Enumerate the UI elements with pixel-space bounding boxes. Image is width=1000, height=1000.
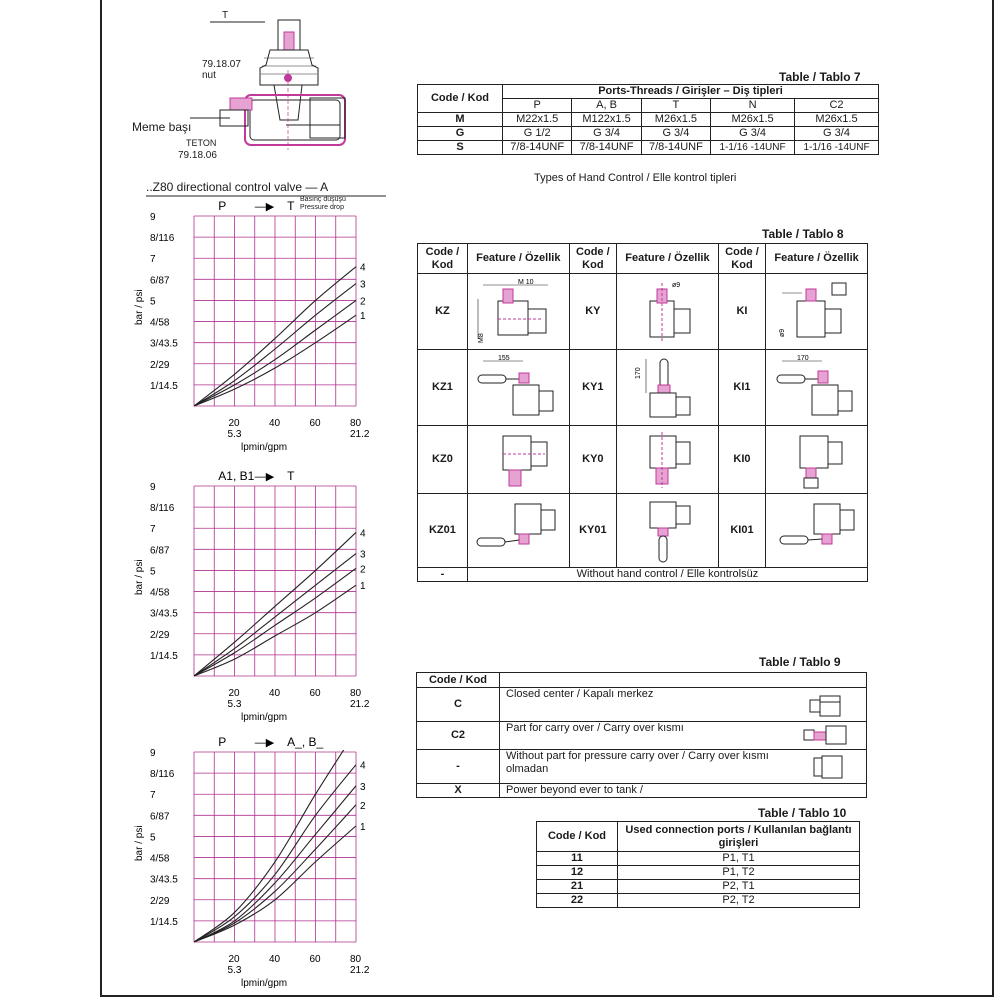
port-ab: A, B	[572, 99, 641, 113]
dim-d9: ø9	[672, 281, 681, 289]
y-tick-label: 1/14.5	[150, 916, 178, 928]
table9-head-code: Code / Kod	[417, 673, 500, 688]
without-hand-control: Without hand control / Elle kontrolsüz	[467, 568, 867, 582]
chart-title-to: T	[287, 199, 295, 213]
table-row	[418, 350, 868, 426]
port-code: 21	[537, 880, 618, 894]
table7	[417, 84, 879, 155]
chart-title-arrow: —▶	[254, 737, 275, 749]
option-code: X	[417, 784, 500, 798]
pressure-drop-en: Pressure drop	[300, 204, 344, 211]
table9	[416, 672, 867, 798]
option-text: Part for carry over / Carry over kısmı	[506, 722, 684, 734]
cell: M26x1.5	[711, 113, 795, 127]
chart-grid	[194, 486, 356, 676]
feature-code: KZ1	[418, 350, 468, 426]
table-row	[417, 688, 867, 722]
table8-head-feature: Feature / Özellik	[617, 244, 719, 274]
x-tick-label: 20	[228, 418, 240, 429]
feature-code: KZ01	[418, 494, 468, 568]
y-tick-label: 6/87	[150, 545, 170, 557]
cell: G 3/4	[711, 127, 795, 141]
curve-label: 3	[360, 279, 366, 291]
feature-code: KI	[718, 274, 765, 350]
feature-drawing-ki0	[766, 426, 868, 494]
table7-head-code: Code / Kod	[418, 85, 503, 113]
feature-code: KY0	[569, 426, 616, 494]
option-text: Closed center / Kapalı merkez	[506, 688, 654, 700]
cell: G 1/2	[503, 127, 572, 141]
table7-title: Table / Tablo 7	[779, 70, 861, 84]
cell: 7/8-14UNF	[641, 141, 710, 155]
curve-label: 1	[360, 821, 366, 833]
y-tick-label: 2/29	[150, 895, 170, 907]
y-tick-label: 1/14.5	[150, 650, 178, 662]
feature-code: KY	[569, 274, 616, 350]
y-tick-label: 9	[150, 748, 156, 759]
feature-drawing-ky0	[617, 426, 719, 494]
table-row	[418, 494, 868, 568]
curve-label: 2	[360, 564, 366, 576]
y-tick-label: 9	[150, 212, 156, 223]
table10-head-code: Code / Kod	[537, 822, 618, 852]
chart-title-from: A1, B1	[218, 469, 255, 483]
table8	[417, 243, 868, 582]
feature-drawing-kz	[467, 274, 569, 350]
table-row	[418, 127, 879, 141]
graphs-series-title: ..Z80 directional control valve — A	[146, 180, 329, 194]
table10-head-used: Used connection ports / Kullanılan bağlantı girişleri	[618, 822, 860, 852]
table-row	[537, 880, 860, 894]
table10	[536, 821, 860, 908]
y-tick-label: 3/43.5	[150, 874, 178, 886]
table-row	[417, 750, 867, 784]
feature-drawing-kz1	[467, 350, 569, 426]
option-icon	[802, 724, 852, 746]
y-axis-label: bar / psi	[134, 825, 145, 861]
x-tick-gpm: 5.3	[227, 429, 242, 440]
nut-label: nut	[202, 70, 216, 81]
chart-title-from: P	[218, 735, 227, 749]
y-tick-label: 5	[150, 832, 156, 844]
port-value: P2, T2	[618, 894, 860, 908]
x-tick-label: 80	[350, 688, 362, 699]
table-row	[418, 274, 868, 350]
y-tick-label: 4/58	[150, 587, 170, 599]
port-code: 12	[537, 866, 618, 880]
feature-code: KY01	[569, 494, 616, 568]
chart-title-arrow: —▶	[254, 471, 275, 483]
port-value: P1, T1	[618, 852, 860, 866]
table-row	[417, 722, 867, 750]
dim-170a: 170	[635, 366, 643, 379]
feature-drawing-ky1	[617, 350, 719, 426]
cell: G 3/4	[641, 127, 710, 141]
chart-title-arrow: —▶	[254, 201, 275, 213]
cell: 7/8-14UNF	[503, 141, 572, 155]
chart-grid	[194, 216, 356, 406]
table-row	[537, 894, 860, 908]
row-code: S	[418, 141, 503, 155]
dim-m8: M8	[478, 332, 486, 343]
curve-label: 3	[360, 549, 366, 561]
y-tick-label: 6/87	[150, 275, 170, 287]
feature-code: KI01	[718, 494, 765, 568]
nipple-label: Meme başı	[132, 120, 192, 134]
curve-label: 1	[360, 581, 366, 593]
feature-drawing-kz0	[467, 426, 569, 494]
y-tick-label: 8/116	[150, 233, 175, 245]
x-axis-label: lpmin/gpm	[241, 442, 288, 453]
chart-title-to: A_, B_	[287, 735, 324, 749]
teton-code: 79.18.06	[178, 150, 217, 161]
table-row	[537, 866, 860, 880]
option-row	[500, 722, 867, 750]
feature-drawing-ky01	[617, 494, 719, 568]
cell: 1-1/16 -14UNF	[795, 141, 879, 155]
table-row	[537, 852, 860, 866]
feature-drawing-kz01	[467, 494, 569, 568]
table7-head-ports: Ports-Threads / Girişler – Diş tipleri	[503, 85, 879, 99]
cell: M122x1.5	[572, 113, 641, 127]
x-tick-label: 60	[309, 688, 321, 699]
x-tick-label: 20	[228, 688, 240, 699]
table10-title: Table / Tablo 10	[758, 806, 847, 820]
cell: M26x1.5	[641, 113, 710, 127]
port-p: P	[503, 99, 572, 113]
option-code: -	[417, 750, 500, 784]
y-tick-label: 2/29	[150, 629, 170, 641]
dim-170b: 170	[796, 354, 809, 362]
x-tick-gpm: 5.3	[227, 699, 242, 710]
x-tick-label: 80	[350, 954, 362, 965]
y-tick-label: 1/14.5	[150, 380, 178, 392]
table7-caption: Types of Hand Control / Elle kontrol tipleri	[534, 172, 737, 184]
option-text: Power beyond ever to tank /	[500, 784, 867, 798]
cell: G 3/4	[572, 127, 641, 141]
y-tick-label: 8/116	[150, 503, 175, 515]
feature-drawing-ki1	[766, 350, 868, 426]
y-tick-label: 7	[150, 524, 156, 536]
chart-svg	[134, 466, 374, 726]
nut-code: 79.18.07	[202, 59, 241, 70]
port-value: P2, T1	[618, 880, 860, 894]
chart-title-from: P	[218, 199, 227, 213]
option-icon	[808, 754, 848, 780]
x-tick-label: 40	[269, 688, 281, 699]
dim-155: 155	[498, 354, 510, 362]
row-code: M	[418, 113, 503, 127]
feature-drawing-ki	[766, 274, 868, 350]
dim-m10: M 10	[518, 278, 534, 286]
table-row	[418, 426, 868, 494]
curve-label: 1	[360, 311, 366, 323]
option-row	[500, 688, 867, 722]
cell: M22x1.5	[503, 113, 572, 127]
x-tick-label: 40	[269, 418, 281, 429]
table-row	[418, 568, 868, 582]
chart-svg	[134, 732, 374, 992]
feature-drawing-ki01	[766, 494, 868, 568]
row-code: G	[418, 127, 503, 141]
x-tick-label: 80	[350, 418, 362, 429]
port-t: T	[641, 99, 710, 113]
y-tick-label: 3/43.5	[150, 608, 178, 620]
curve-label: 4	[360, 262, 366, 274]
feature-drawing-ky	[617, 274, 719, 350]
curve-label: 4	[360, 760, 366, 772]
table8-head-feature: Feature / Özellik	[467, 244, 569, 274]
option-text: Without part for pressure carry over / Carry over kısmı olmadan	[506, 750, 769, 775]
curve-label: 2	[360, 800, 366, 812]
x-tick-label: 60	[309, 954, 321, 965]
cell: G 3/4	[795, 127, 879, 141]
port-n: N	[711, 99, 795, 113]
cell: M26x1.5	[795, 113, 879, 127]
curve-label: 4	[360, 528, 366, 540]
port-code: 22	[537, 894, 618, 908]
x-tick-label: 60	[309, 418, 321, 429]
option-code: C	[417, 688, 500, 722]
option-code: C2	[417, 722, 500, 750]
x-tick-gpm: 21.2	[350, 699, 370, 710]
x-axis-label: lpmin/gpm	[241, 712, 288, 723]
table8-title: Table / Tablo 8	[762, 227, 844, 241]
y-tick-label: 8/116	[150, 769, 175, 781]
x-axis-label: lpmin/gpm	[241, 978, 288, 989]
x-tick-gpm: 5.3	[227, 965, 242, 976]
y-tick-label: 7	[150, 790, 156, 802]
feature-code: KI0	[718, 426, 765, 494]
dim-d9b: ø9	[778, 328, 786, 337]
curve-label: 2	[360, 296, 366, 308]
chart-svg	[134, 196, 374, 456]
table8-head-feature: Feature / Özellik	[766, 244, 868, 274]
cell: 1-1/16 -14UNF	[711, 141, 795, 155]
y-tick-label: 4/58	[150, 853, 170, 865]
feature-code: KY1	[569, 350, 616, 426]
feature-code: -	[418, 568, 468, 582]
y-tick-label: 7	[150, 254, 156, 266]
table9-title: Table / Tablo 9	[759, 655, 841, 669]
port-c2: C2	[795, 99, 879, 113]
y-tick-label: 5	[150, 296, 156, 308]
option-row	[500, 750, 867, 784]
x-tick-gpm: 21.2	[350, 965, 370, 976]
cell: 7/8-14UNF	[572, 141, 641, 155]
y-tick-label: 9	[150, 482, 156, 493]
feature-code: KI1	[718, 350, 765, 426]
y-tick-label: 3/43.5	[150, 338, 178, 350]
teton-label: TETON	[186, 138, 217, 148]
x-tick-gpm: 21.2	[350, 429, 370, 440]
y-axis-label: bar / psi	[134, 289, 145, 325]
port-value: P1, T2	[618, 866, 860, 880]
x-tick-label: 20	[228, 954, 240, 965]
table8-head-code: Code / Kod	[418, 244, 468, 274]
feature-code: KZ	[418, 274, 468, 350]
label-t: T	[222, 10, 229, 21]
chart-title-to: T	[287, 469, 295, 483]
y-tick-label: 6/87	[150, 811, 170, 823]
feature-code: KZ0	[418, 426, 468, 494]
table-row	[418, 113, 879, 127]
table8-head-code: Code / Kod	[718, 244, 765, 274]
pressure-drop-tr: Basınç düşüşü	[300, 196, 346, 203]
x-tick-label: 40	[269, 954, 281, 965]
y-axis-label: bar / psi	[134, 559, 145, 595]
port-code: 11	[537, 852, 618, 866]
y-tick-label: 4/58	[150, 317, 170, 329]
curve-label: 3	[360, 781, 366, 793]
y-tick-label: 2/29	[150, 359, 170, 371]
option-icon	[806, 694, 846, 718]
table-row	[417, 784, 867, 798]
table-row	[418, 141, 879, 155]
y-tick-label: 5	[150, 566, 156, 578]
table8-head-code: Code / Kod	[569, 244, 616, 274]
